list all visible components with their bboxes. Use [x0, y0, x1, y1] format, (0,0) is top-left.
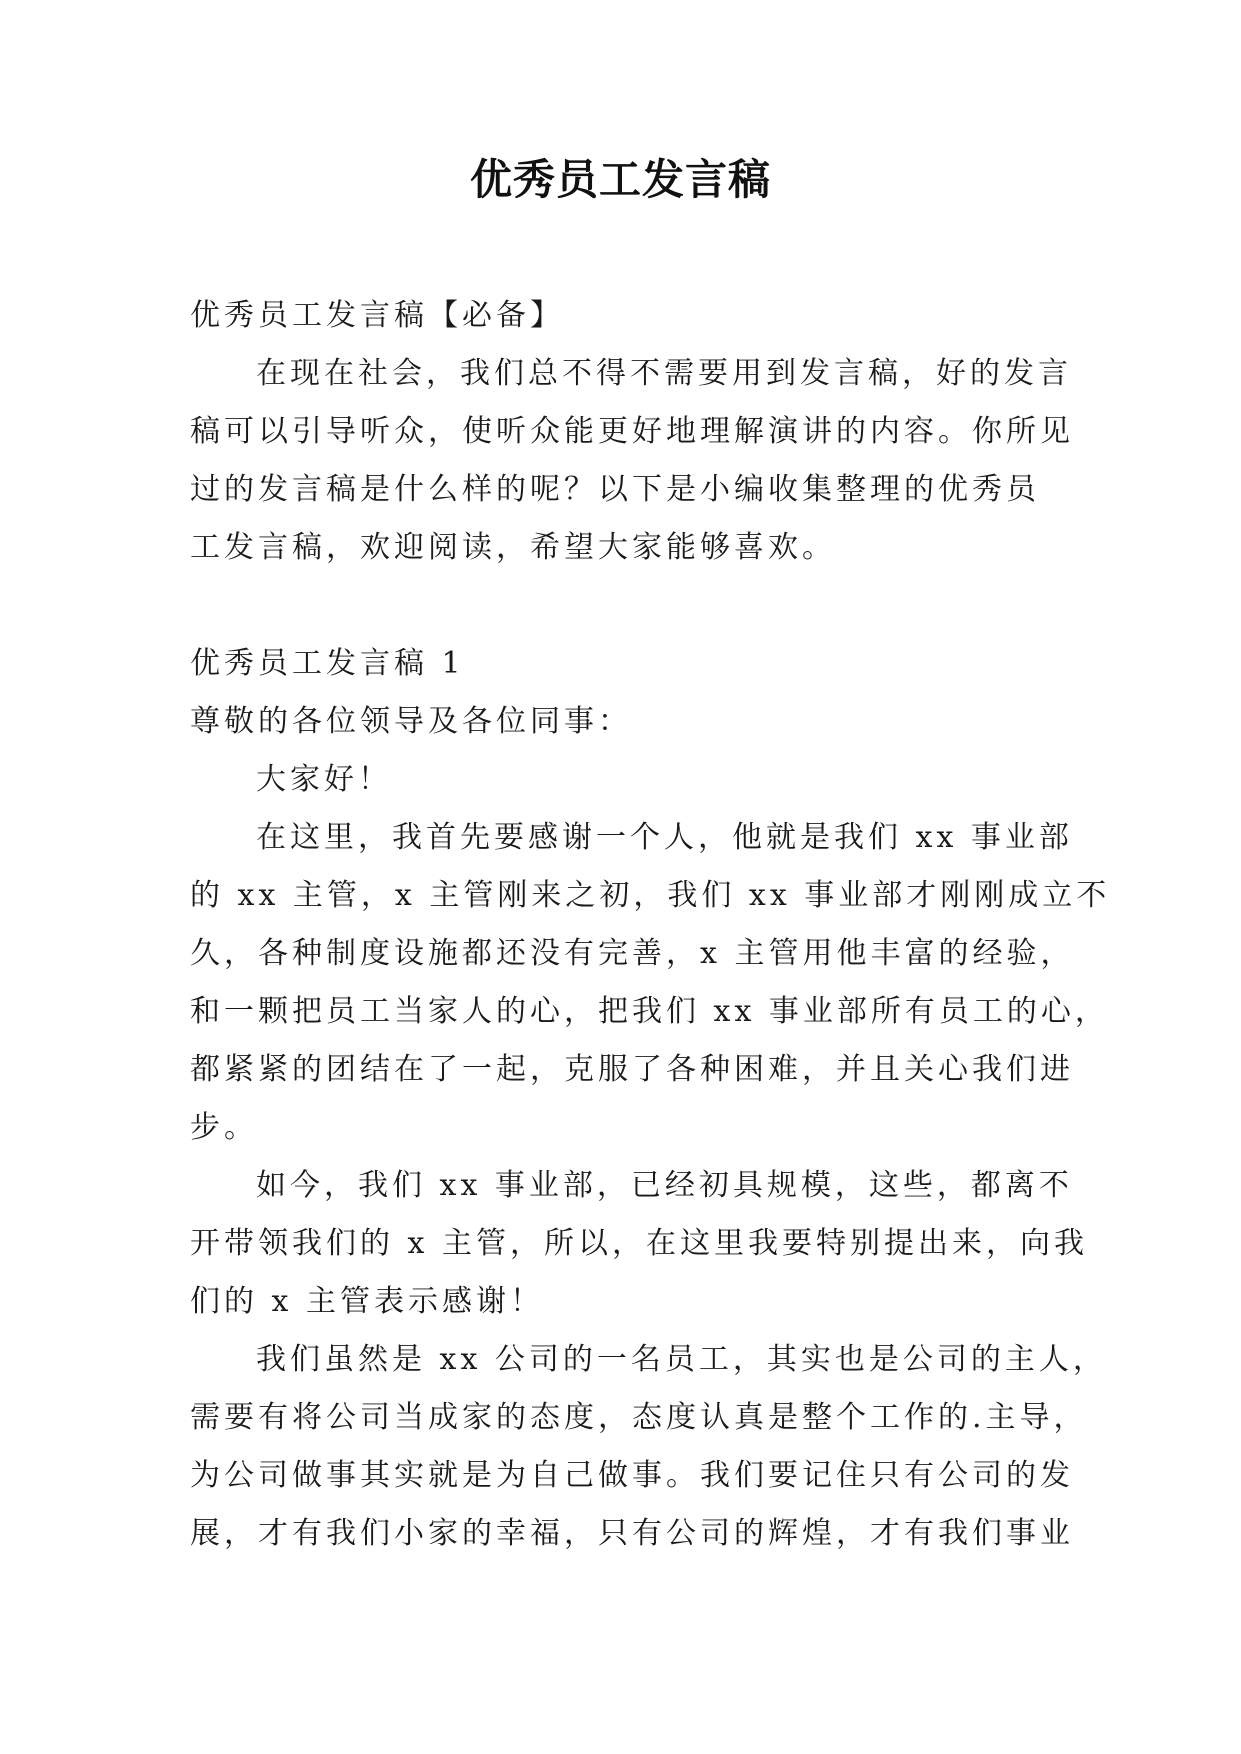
- paragraph-line: 在这里，我首先要感谢一个人，他就是我们 xx 事业部: [256, 820, 1073, 855]
- document-subtitle: 优秀员工发言稿【必备】: [190, 298, 564, 333]
- paragraph-line: 们的 x 主管表示感谢！: [190, 1284, 544, 1319]
- intro-line: 工发言稿，欢迎阅读，希望大家能够喜欢。: [190, 530, 836, 565]
- intro-line: 过的发言稿是什么样的呢？以下是小编收集整理的优秀员: [190, 472, 1040, 507]
- document-body: [190, 287, 1111, 1563]
- intro-line: 稿可以引导听众，使听众能更好地理解演讲的内容。你所见: [190, 414, 1074, 449]
- document-title: 优秀员工发言稿: [469, 155, 771, 204]
- paragraph-line: 的 xx 主管，x 主管刚来之初，我们 xx 事业部才刚刚成立不: [190, 878, 1111, 913]
- paragraph-line: 展，才有我们小家的幸福，只有公司的辉煌，才有我们事业: [190, 1516, 1074, 1551]
- paragraph-line: 我们虽然是 xx 公司的一名员工，其实也是公司的主人，: [256, 1342, 1107, 1377]
- intro-line: 在现在社会，我们总不得不需要用到发言稿，好的发言: [256, 356, 1072, 391]
- section-spacer: [190, 577, 1058, 635]
- paragraph-line: 都紧紧的团结在了一起，克服了各种困难，并且关心我们进: [190, 1052, 1074, 1087]
- paragraph-line: 和一颗把员工当家人的心，把我们 xx 事业部所有员工的心，: [190, 994, 1109, 1029]
- paragraph-line: 需要有将公司当成家的态度，态度认真是整个工作的.主导，: [190, 1400, 1088, 1435]
- paragraph-line: 步。: [190, 1110, 258, 1145]
- section-heading: 优秀员工发言稿 1: [190, 646, 465, 681]
- paragraph-line: 为公司做事其实就是为自己做事。我们要记住只有公司的发: [190, 1458, 1074, 1493]
- paragraph-line: 如今，我们 xx 事业部，已经初具规模，这些，都离不: [256, 1168, 1073, 1203]
- paragraph-line: 久，各种制度设施都还没有完善，x 主管用他丰富的经验，: [190, 936, 1075, 971]
- greeting: 大家好！: [256, 762, 392, 797]
- salutation: 尊敬的各位领导及各位同事：: [190, 704, 632, 739]
- paragraph-line: 开带领我们的 x 主管，所以，在这里我要特别提出来，向我: [190, 1226, 1088, 1261]
